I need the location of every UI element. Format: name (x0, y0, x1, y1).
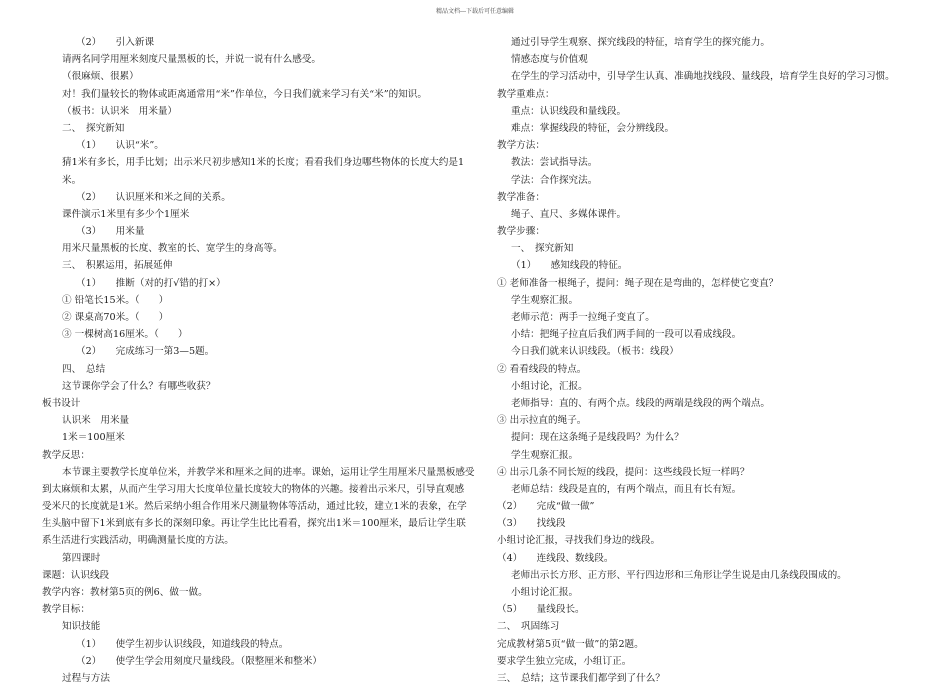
left-text-line: 请两名同学用厘米刻度尺量黑板的长，并说一说有什么感受。 (62, 54, 322, 66)
left-text-line: 猜1米有多长，用手比划；出示米尺初步感知1米的长度；看看我们身边哪些物体的长度大约是1 (62, 157, 465, 169)
right-text-line: （5） 量线段长。 (497, 604, 585, 616)
left-text-line: （2） 完成练习一第3—5题。 (76, 346, 215, 358)
left-text-line: 受米尺的长度就是1米。然后采纳小组合作用米尺测量物体等活动，通过比较，建立1米的表象，在学 (42, 501, 467, 513)
left-text-line: （1） 推断（对的打√错的打×） (76, 277, 226, 289)
right-text-line: 教法：尝试指导法。 (511, 157, 598, 169)
right-text-line: 绳子、直尺、多媒体课件。 (511, 208, 627, 220)
right-text-line: ② 看看线段的特点。 (497, 363, 587, 375)
right-text-line: 老师出示长方形、正方形、平行四边形和三角形让学生说是由几条线段围成的。 (511, 569, 847, 581)
right-text-line: 小组讨论汇报。 (511, 587, 579, 598)
right-text-line: （4） 连线段、数线段。 (497, 552, 614, 564)
left-text-line: 教学内容：教材第5页的例6、做一做。 (42, 587, 208, 598)
right-text-line: 小组讨论汇报，寻找我们身边的线段。 (497, 535, 661, 547)
right-text-line: 今日我们就来认识线段。（板书：线段） (511, 346, 679, 358)
left-text-line: 课题：认识线段 (42, 569, 110, 581)
page-header: 精品文档---下载后可任意编辑 (435, 8, 515, 15)
left-text-line: （很麻烦、很累） (62, 71, 139, 83)
left-text-line: （2） 认识厘米和米之间的关系。 (76, 191, 231, 203)
right-text-line: 情感态度与价值观 (511, 54, 588, 66)
left-text-line: 米。 (62, 174, 82, 186)
left-text-line: 二、 探究新知 (62, 122, 125, 134)
left-text-line: （1） 使学生初步认识线段，知道线段的特点。 (76, 638, 289, 650)
left-column (42, 34, 477, 687)
left-text-line: （2） 使学生学会用刻度尺量线段。（限整厘米和整米） (76, 655, 322, 667)
left-text-line: ① 铅笔长15米。（ ） (62, 294, 169, 306)
right-text-line: 小结：把绳子拉直后我们两手间的一段可以看成线段。 (511, 329, 742, 341)
left-text-line: 教学目标： (42, 604, 90, 616)
left-text-line: （2） 引入新课 (76, 37, 155, 48)
left-text-line: 认识米 用米量 (62, 415, 130, 427)
right-text-line: 老师示范：两手一拉绳子变直了。 (511, 312, 655, 323)
left-text-line: 生头脑中留下1米到底有多长的深刻印象。再让学生比比看看，探究出1米＝100厘米，最后让学生联 (42, 518, 466, 530)
right-column (497, 34, 917, 687)
left-text-line: 用米尺量黑板的长度、教室的长、宽学生的身高等。 (62, 243, 283, 255)
left-text-line: （板书：认识米 用米量） (62, 105, 178, 117)
left-text-line: 对！我们量较长的物体或距离通常用“米”作单位，今日我们就来学习有关“米”的知识。 (62, 88, 427, 100)
left-text-line: ③ 一棵树高16厘米。（ ） (62, 329, 188, 341)
right-text-line: 三、 总结；这节课我们都学到了什么？ (497, 672, 665, 684)
right-text-line: 二、 巩固练习 (497, 621, 560, 633)
left-text-line: 知识技能 (62, 621, 101, 633)
left-text-line: 本节课主要教学长度单位米，并教学米和厘米之间的进率。课始，运用让学生用厘米尺量黑板感受 (62, 466, 475, 478)
right-text-line: 教学步骤： (497, 226, 545, 238)
right-text-line: 完成教材第5页“做一做”的第2题。 (497, 638, 644, 650)
right-text-line: ③ 出示拉直的绳子。 (497, 415, 587, 427)
left-text-line: 课件演示1米里有多少个1厘米 (62, 208, 190, 220)
right-text-line: 学生观察汇报。 (511, 449, 579, 461)
right-text-line: （1） 感知线段的特征。 (511, 260, 628, 272)
right-text-line: 教学重难点： (497, 88, 555, 100)
right-text-line: 老师总结：线段是直的，有两个端点，而且有长有短。 (511, 483, 742, 495)
right-text-line: （3） 找线段 (497, 518, 566, 530)
right-text-line: 在学生的学习活动中，引导学生认真、准确地找线段、量线段，培育学生良好的学习习惯。 (511, 71, 895, 83)
right-text-line: 重点：认识线段和量线段。 (511, 105, 627, 117)
right-text-line: （2） 完成“做一做” (497, 501, 595, 513)
left-text-line: 第四课时 (62, 552, 101, 564)
right-text-line: 要求学生独立完成，小组订正。 (497, 655, 632, 667)
right-text-line: 学法：合作探究法。 (511, 174, 598, 186)
right-text-line: 难点：掌握线段的特征，会分辨线段。 (511, 122, 675, 134)
left-text-line: 到太麻烦和太累，从而产生学习用大长度单位量长度较大的物体的兴趣。接着出示米尺，引导直观感 (42, 483, 465, 495)
left-text-line: 系生活进行实践活动，明确测量长度的方法。 (42, 535, 234, 547)
left-text-line: 过程与方法 (62, 672, 110, 684)
right-text-line: 学生观察汇报。 (511, 294, 579, 306)
right-text-line: 教学准备： (497, 191, 545, 203)
left-text-line: ② 课桌高70米。（ ） (62, 312, 169, 323)
left-text-line: 板书设计 (42, 397, 81, 409)
left-text-line: 四、 总结 (62, 363, 106, 375)
right-text-line: 老师指导：直的、有两个点。线段的两端是线段的两个端点。 (511, 397, 771, 409)
right-text-line: 通过引导学生观察、探究线段的特征，培育学生的探究能力。 (511, 37, 771, 48)
left-text-line: 1米＝100厘米 (62, 432, 125, 444)
right-text-line: 小组讨论，汇报。 (511, 380, 588, 392)
left-text-line: 教学反思： (42, 449, 90, 461)
left-text-line: （1） 认识“米”。 (76, 140, 164, 152)
left-text-line: 这节课你学会了什么？有哪些收获？ (62, 380, 216, 392)
right-text-line: 提问：现在这条绳子是线段吗？为什么？ (511, 432, 684, 444)
right-text-line: ④ 出示几条不同长短的线段，提问：这些线段长短一样吗？ (497, 466, 750, 478)
left-text-line: （3） 用米量 (76, 226, 145, 238)
right-text-line: 一、 探究新知 (511, 243, 574, 255)
right-text-line: 教学方法： (497, 140, 545, 152)
right-text-line: ① 老师准备一根绳子，提问：绳子现在是弯曲的，怎样使它变直？ (497, 277, 779, 289)
left-text-line: 三、 积累运用，拓展延伸 (62, 260, 173, 272)
